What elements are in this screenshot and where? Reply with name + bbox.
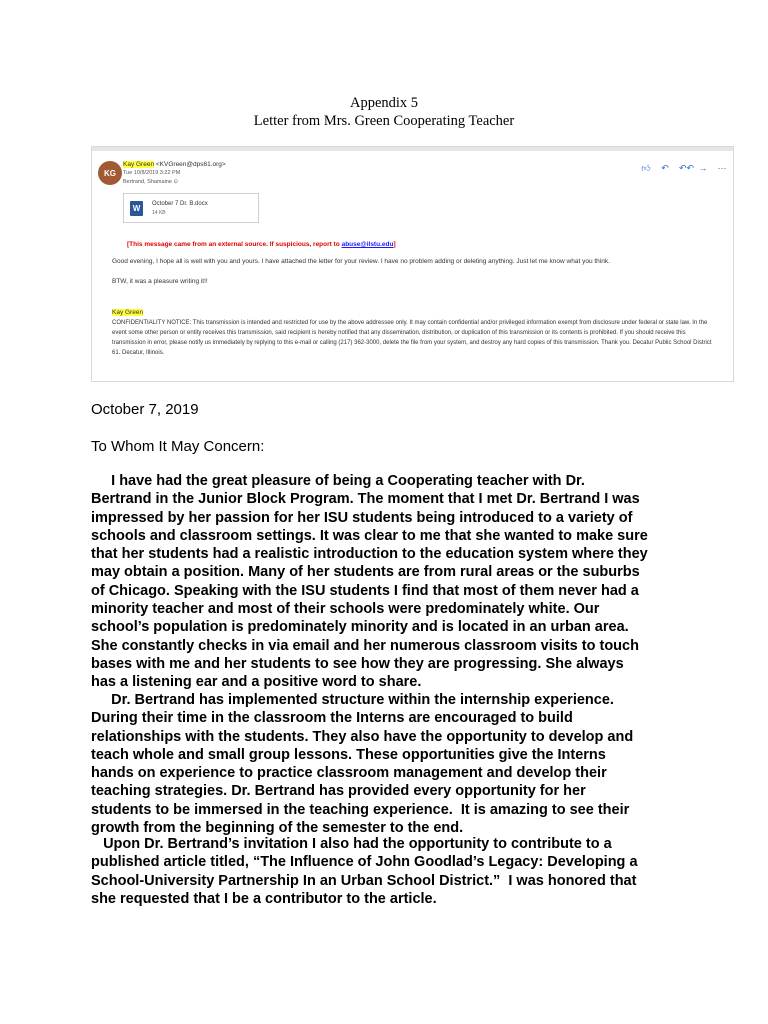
text-line: Bertrand in the Junior Block Program. The moment that I met Dr. Bertrand I was (91, 491, 640, 508)
confidentiality-notice: CONFIDENTIALITY NOTICE: This transmission is intended and restricted for use by the above addressee only. It may contain confidential and/or privileged information exempt from disclosure under federal or state law. In the event some other person or entity receives this transmission, said recipient is hereby notified that any dissemination, distribution, or duplication of this transmission or its contents is prohibited. If you should receive this transmission in error, please notify us immediately by replying to this e-mail or calling (217) 362-3000, delete the file from your system, and destroy any hard copies of this transmission. Thank you. Decatur Public School District 61. Decatur, Illinois. (112, 320, 712, 356)
letter-paragraph-1 (91, 472, 691, 692)
text-line: Upon Dr. Bertrand’s invitation I also had the opportunity to contribute to a (91, 836, 612, 852)
text-line: School-University Partnership In an Urban School District.” I was honored that (91, 872, 637, 889)
email-recipient: Bertrand, Shamaine ⊙ (123, 179, 179, 185)
email-top-border (92, 147, 733, 151)
text-line: has a listening ear and a positive word to share. (91, 674, 422, 691)
text-line: I have had the great pleasure of being a Cooperating teacher with Dr. (91, 473, 585, 489)
avatar: KG (98, 161, 122, 185)
text-line: of Chicago. Speaking with the ISU students I find that most of them never had a (91, 582, 639, 599)
warning-end: ] (393, 241, 396, 248)
warning-text: [This message came from an external source. If suspicious, report to (127, 241, 342, 248)
email-signature (112, 308, 143, 317)
text-line: minority teacher and most of their schools were predominately white. Our (91, 601, 600, 618)
forward-icon[interactable]: → (698, 163, 708, 173)
letter-greeting: To Whom It May Concern: (91, 438, 265, 455)
letter-paragraph-3 (91, 835, 691, 908)
text-line: schools and classroom settings. It was clear to me that she wanted to make sure (91, 527, 648, 544)
sender (123, 160, 226, 169)
text-line: impressed by her passion for her ISU students being introduced to a variety of (91, 509, 633, 526)
more-options-icon[interactable]: ⋯ (717, 163, 727, 173)
text-line: that her students had a realistic introduction to the education system where they (91, 546, 648, 563)
text-line: teaching strategies. Dr. Bertrand has provided every opportunity for her (91, 783, 586, 800)
email-screenshot (91, 146, 734, 382)
signature-name: Kay Green (112, 309, 144, 316)
external-warning (127, 241, 396, 248)
text-line: hands on experience to practice classroom management and develop their (91, 765, 607, 782)
word-document-icon: W (130, 201, 143, 216)
abuse-email-link[interactable]: abuse@ilstu.edu (341, 241, 394, 248)
email-body-line-1: Good evening, I hope all is well with you and yours. I have attached the letter for your review. I have no problem adding or deleting anything. Just let me know what you think. (112, 258, 610, 265)
text-line: During their time in the classroom the Interns are encouraged to build (91, 710, 573, 727)
email-actions (641, 163, 727, 174)
attachment-card[interactable] (123, 193, 259, 223)
email-date: Tue 10/8/2019 3:22 PM (123, 170, 181, 176)
reply-icon[interactable]: ↶ (661, 163, 669, 173)
text-line: she requested that I be a contributor to the article. (91, 890, 437, 907)
text-line: students to be immersed in the teaching experience. It is amazing to see their (91, 801, 630, 818)
text-line: growth from the beginning of the semester to the end. (91, 820, 464, 837)
reply-all-icon[interactable]: ↶↶ (679, 163, 695, 173)
sender-name: Kay Green (123, 161, 155, 168)
letter-date: October 7, 2019 (91, 401, 199, 418)
email-body-line-2: BTW, it was a pleasure writing it!! (112, 278, 208, 285)
sender-address: <KVGreen@dps61.org> (154, 161, 226, 168)
appendix-subtitle: Letter from Mrs. Green Cooperating Teacher (253, 113, 515, 129)
text-line: relationships with the students. They also have the opportunity to develop and (91, 728, 634, 745)
text-line: school’s population is predominately minority and is located in an urban area. (91, 619, 629, 636)
text-line: teach whole and small group lessons. These opportunities give the Interns (91, 746, 606, 763)
attachment-size: 14 KB (152, 210, 166, 216)
text-line: may obtain a position. Many of her students are from rural areas or the suburbs (91, 564, 640, 581)
text-line: published article titled, “The Influence of John Goodlad’s Legacy: Developing a (91, 854, 638, 871)
appendix-title: Appendix 5 (349, 95, 419, 111)
like-icon[interactable]: 👍︎ (641, 163, 651, 173)
text-line: bases with me and her students to see how they are progressing. She always (91, 655, 624, 672)
text-line: She constantly checks in via email and her numerous classroom visits to touch (91, 637, 639, 654)
text-line: Dr. Bertrand has implemented structure within the internship experience. (91, 692, 614, 708)
letter-paragraph-2 (91, 691, 691, 837)
attachment-name: October 7 Dr. B.docx (152, 201, 208, 207)
